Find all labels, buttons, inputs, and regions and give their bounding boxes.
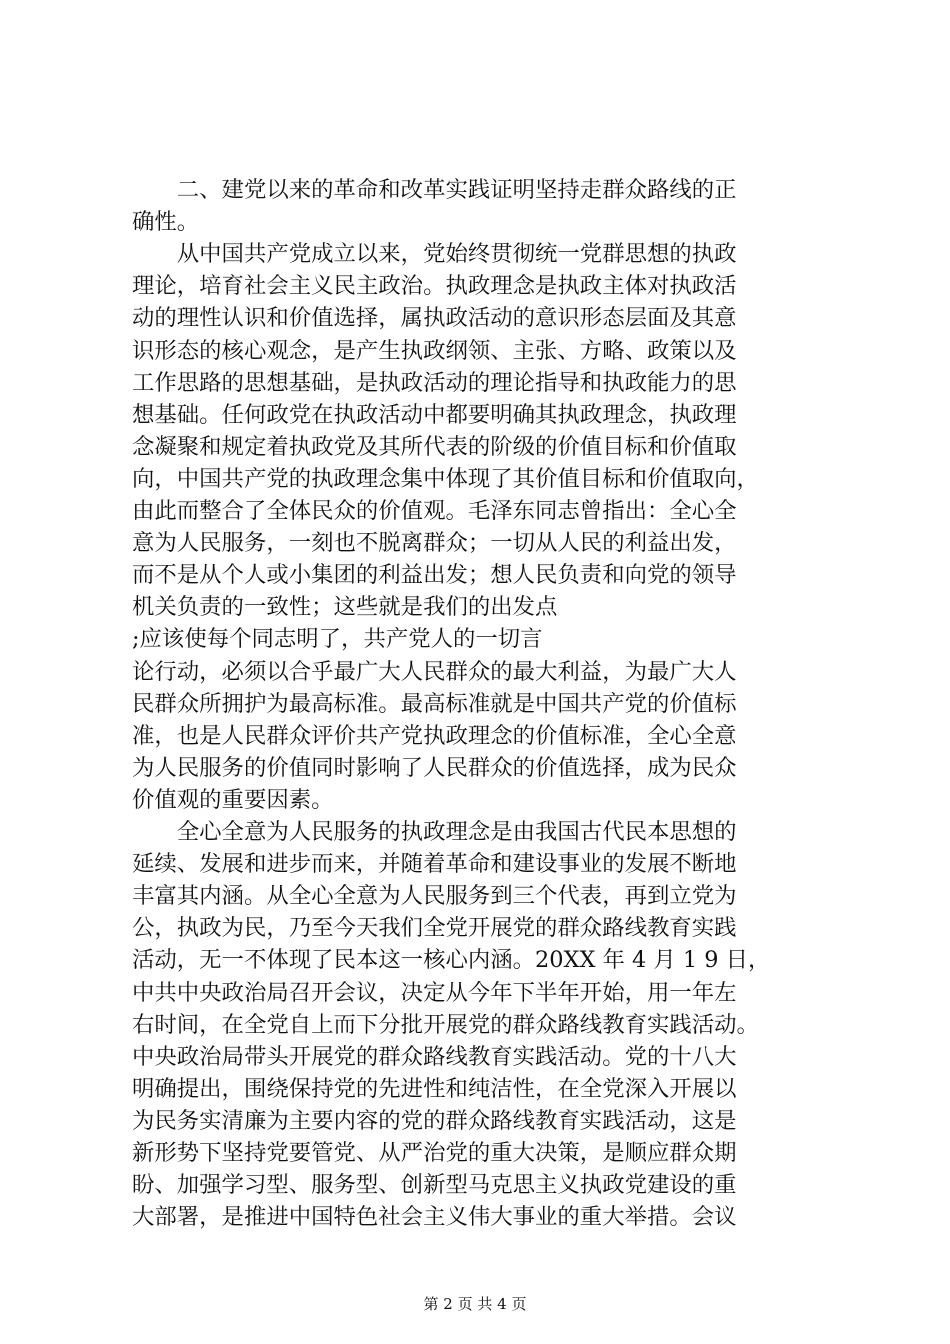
text-line: ;应该使每个同志明了，共产党人的一切言 [132, 626, 543, 653]
text-line: 向，中国共产党的执政理念集中体现了其价值目标和价值取向， [132, 465, 759, 492]
text-line: 二、建党以来的革命和改革实践证明坚持走群众路线的正 [132, 177, 737, 203]
page-footer: 第 2 页 共 4 页 [423, 1295, 527, 1313]
text-line: 中共中央政治局召开会议，决定从今年下半年开始，用一年左 [132, 979, 737, 1006]
text-line: 为民务实清廉为主要内容的党的群众路线教育实践活动，这是 [132, 1107, 737, 1134]
text-line: 为人民服务的价值同时影响了人民群众的价值选择，成为民众 [132, 754, 737, 781]
text-line: 全心全意为人民服务的执政理念是由我国古代民本思想的 [132, 819, 737, 845]
text-line: 识形态的核心观念，是产生执政纲领、主张、方略、政策以及 [132, 337, 737, 364]
text-line: 念凝聚和规定着执政党及其所代表的阶级的价值目标和价值取 [132, 433, 737, 460]
text-line: 活动，无一不体现了民本这一核心内涵。20XX 年 4 月 1 9 日， [132, 947, 771, 974]
text-line: 民群众所拥护为最高标准。最高标准就是中国共产党的价值标 [132, 690, 737, 717]
text-line: 工作思路的思想基础，是执政活动的理论指导和执政能力的思 [132, 369, 737, 396]
text-line: 机关负责的一致性；这些就是我们的出发点 [132, 594, 558, 621]
text-line: 由此而整合了全体民众的价值观。毛泽东同志曾指出：全心全 [132, 498, 737, 524]
text-line: 价值观的重要因素。 [132, 786, 334, 813]
text-line: 而不是从个人或小集团的利益出发；想人民负责和向党的领导 [132, 562, 737, 589]
text-line: 动的理性认识和价值选择，属执政活动的意识形态层面及其意 [132, 305, 737, 332]
text-line: 延续、发展和进步而来，并随着革命和建设事业的发展不断地 [132, 851, 737, 878]
text-line: 准，也是人民群众评价共产党执政理念的价值标准，全心全意 [132, 722, 737, 749]
text-line: 盼、加强学习型、服务型、创新型马克思主义执政党建设的重 [132, 1172, 737, 1199]
text-line: 从中国共产党成立以来，党始终贯彻统一党群思想的执政 [132, 241, 737, 268]
text-line: 中央政治局带头开展党的群众路线教育实践活动。党的十八大 [132, 1043, 737, 1070]
text-line: 理论，培育社会主义民主政治。执政理念是执政主体对执政活 [132, 273, 737, 300]
text-line: 明确提出，围绕保持党的先进性和纯洁性，在全党深入开展以 [132, 1075, 737, 1102]
text-line: 新形势下坚持党要管党、从严治党的重大决策，是顺应群众期 [132, 1140, 737, 1166]
text-line: 意为人民服务，一刻也不脱离群众；一切从人民的利益出发， [132, 530, 737, 557]
text-line: 丰富其内涵。从全心全意为人民服务到三个代表，再到立党为 [132, 883, 737, 910]
text-line: 公，执政为民，乃至今天我们全党开展党的群众路线教育实践 [132, 915, 737, 942]
text-line: 想基础。任何政党在执政活动中都要明确其执政理念，执政理 [132, 401, 737, 428]
text-line: 确性。 [132, 209, 200, 236]
text-line: 论行动，必须以合乎最广大人民群众的最大利益，为最广大人 [132, 658, 737, 685]
text-line: 大部署，是推进中国特色社会主义伟大事业的重大举措。会议 [132, 1204, 737, 1231]
text-line: 右时间，在全党自上而下分批开展党的群众路线教育实践活动。 [132, 1011, 759, 1038]
